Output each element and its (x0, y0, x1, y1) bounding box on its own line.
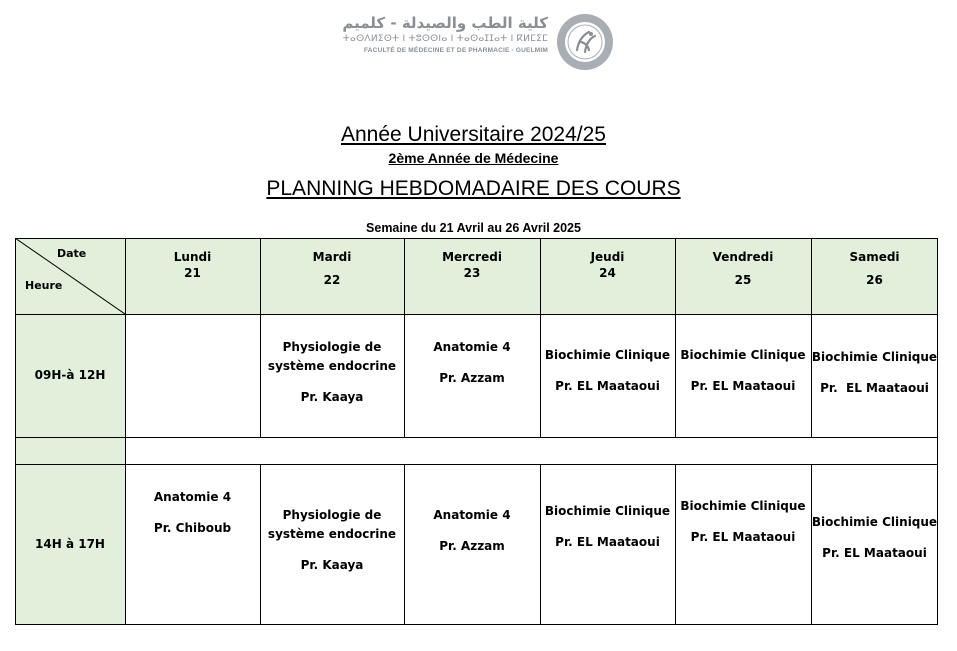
professor-name: Pr. Kaaya (300, 558, 364, 572)
course-name: Anatomie 4 (433, 508, 511, 522)
professor-name: Pr. Kaaya (300, 390, 364, 404)
professor-name: Pr. Chiboub (153, 521, 232, 535)
faculty-seal-icon (555, 12, 615, 72)
planning-heading: PLANNING HEBDOMADAIRE DES COURS (266, 177, 681, 200)
day-header-wednesday (404, 238, 540, 314)
professor-name: Pr. EL Maataoui (690, 530, 796, 544)
logo-french-text: FACULTÉ DE MÉDECINE ET DE PHARMACIE - GUELMIM (363, 47, 548, 54)
grid-line (404, 464, 405, 625)
corner-hour-label: Heure (25, 279, 63, 292)
day-date: 22 (323, 273, 341, 287)
course-name: Anatomie 4 (433, 340, 511, 354)
day-header-saturday (811, 238, 938, 314)
grid-line (15, 437, 938, 438)
grid-line (404, 238, 405, 437)
day-header-thursday (540, 238, 675, 314)
course-name: Biochimie Clinique (811, 350, 938, 364)
session-cell (811, 314, 938, 437)
grid-line (15, 238, 16, 625)
professor-name: Pr. EL Maataoui (555, 379, 660, 393)
day-date: 25 (734, 273, 752, 287)
time-label: 14H à 17H (35, 537, 105, 551)
time-slot-afternoon (15, 464, 125, 625)
schedule-table (15, 238, 938, 625)
session-cell (540, 314, 675, 437)
grid-line (811, 238, 812, 437)
professor-name: Pr. Azzam (439, 539, 505, 553)
grid-line (675, 238, 676, 437)
grid-line (675, 464, 676, 625)
session-cell (811, 464, 938, 625)
academic-year-title: Année Universitaire 2024/25 (340, 123, 606, 146)
grid-line (540, 464, 541, 625)
course-name: Biochimie Clinique (680, 499, 806, 513)
day-header-tuesday (260, 238, 404, 314)
course-name: Physiologie de système endocrine (267, 508, 397, 541)
course-name: Biochimie Clinique (544, 504, 671, 518)
grid-line (15, 624, 938, 625)
session-cell (540, 464, 675, 625)
day-name: Jeudi (590, 250, 625, 264)
break-row-marker (15, 437, 125, 464)
day-date: 23 (463, 266, 481, 280)
time-label: 09H-à 12H (34, 368, 106, 382)
study-year-subtitle: 2ème Année de Médecine (388, 150, 559, 166)
day-name: Mardi (312, 250, 352, 264)
week-range: Semaine du 21 Avril au 26 Avril 2025 (366, 221, 581, 235)
session-cell (260, 464, 404, 625)
grid-line (260, 464, 261, 625)
grid-line (540, 238, 541, 437)
day-date: 26 (866, 273, 883, 287)
session-cell (404, 314, 540, 437)
session-cell (404, 464, 540, 625)
faculty-logo (333, 10, 623, 72)
course-name: Physiologie de système endocrine (267, 340, 397, 373)
professor-name: Pr. EL Maataoui (555, 535, 660, 549)
course-name: Biochimie Clinique (544, 348, 671, 362)
session-cell (125, 464, 260, 625)
day-date: 24 (599, 266, 616, 280)
logo-arabic-text: كلية الطب والصيدلة - كلميم (342, 14, 548, 32)
time-slot-morning (15, 314, 125, 437)
grid-line (937, 238, 938, 625)
professor-name: Pr. EL Maataoui (822, 546, 927, 560)
day-name: Mercredi (442, 250, 502, 264)
corner-date-label: Date (57, 247, 87, 260)
grid-line (260, 238, 261, 437)
course-name: Biochimie Clinique (811, 515, 938, 529)
professor-name: Pr. Azzam (439, 371, 505, 385)
grid-line (811, 464, 812, 625)
professor-name: Pr. EL Maataoui (820, 381, 929, 395)
day-header-monday (125, 238, 260, 314)
day-name: Samedi (849, 250, 900, 264)
corner-cell (15, 238, 125, 314)
grid-line (125, 238, 126, 625)
course-name: Biochimie Clinique (680, 348, 806, 362)
professor-name: Pr. EL Maataoui (690, 379, 796, 393)
day-date: 21 (184, 266, 201, 280)
day-name: Vendredi (712, 250, 774, 264)
day-header-friday (675, 238, 811, 314)
session-cell (675, 464, 811, 625)
course-name: Anatomie 4 (153, 490, 232, 504)
logo-tifinagh-text: ⵜⴰⵙⴷⵍⵉⵙⵜ ⵏ ⵜⵓⵙⵙⵏⴰ ⵏ ⵜⴰⵙⴰⵊⵊⴰⵜ ⵏ ⴽⵍⵎⵉⵎ (342, 34, 548, 44)
grid-line (15, 464, 938, 465)
grid-line (15, 238, 938, 239)
session-cell (675, 314, 811, 437)
day-name: Lundi (173, 250, 212, 264)
grid-line (15, 314, 938, 315)
session-cell (260, 314, 404, 437)
session-cell (125, 314, 260, 437)
